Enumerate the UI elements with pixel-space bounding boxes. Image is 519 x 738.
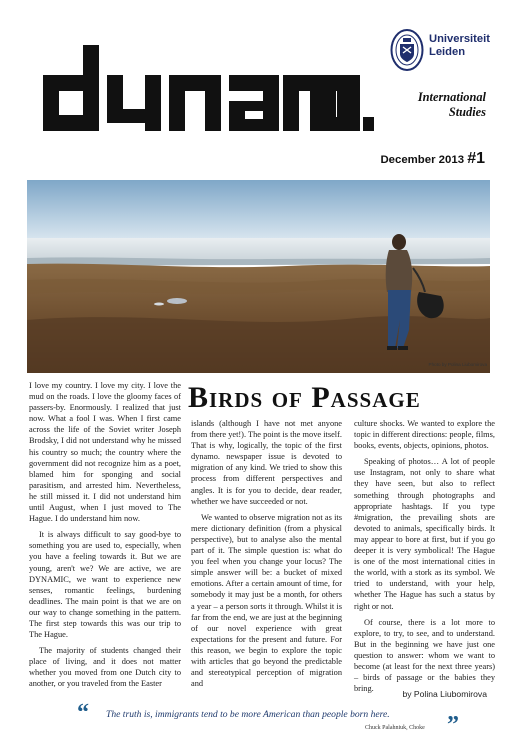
article-byline: by Polina Liubomirova — [402, 689, 487, 699]
paragraph: The majority of students changed their place of living, and it does not matter whether you moved from one Dutch city to another, or you traveled from the Easter — [29, 646, 181, 689]
paragraph: islands (although I have not met anyone from there yet!). The point is the move itself. That is why, logically, the topic of the first dynamo. newspaper issue is devoted to migration of any kind. We tried to show this process from different perspectives and angles. It is for you to decide, dear reader, whether we have succeeded or not. — [191, 419, 342, 506]
university-logo — [390, 28, 490, 80]
university-name — [429, 33, 490, 59]
close-quote-icon: ” — [447, 712, 459, 738]
issue-date: December 2013 — [380, 154, 465, 166]
university-name-line-2: Leiden — [429, 46, 466, 58]
paragraph: Of course, there is a lot more to explore, to try, to see, and to understand. But in the beginning we have just one question to answer: whom we want to become (at least for the next three years) – birds of passage or the babies they bring. — [354, 617, 495, 694]
photo-credit: Photo by Polina Liubomirova — [428, 362, 487, 367]
pull-quote: The truth is, immigrants tend to be more American than people born here. — [106, 709, 390, 720]
article-column-1 — [29, 380, 181, 690]
article-column-2 — [191, 418, 342, 690]
beach-photo-image — [27, 180, 490, 373]
subtitle-line-1: International — [417, 90, 486, 104]
paragraph: It is always difficult to say good-bye to something you are used to, especially, when you have a feeling towards it. But we are young, aren't we? We are active, we are DYNAMIC, we want to experience new senses, romantic feelings, burdening deadlines. The main point is that we are on our way to change something in the pattern. The first step towards this was our trip to The Hague. — [29, 530, 181, 640]
article-title: Birds of Passage — [188, 381, 421, 414]
issue-info — [380, 150, 485, 168]
university-seal-icon — [390, 28, 424, 72]
quote-author: Chuck Palahniuk, Choke — [365, 725, 425, 731]
issue-number: #1 — [467, 150, 485, 167]
university-name-line-1: Universiteit — [429, 33, 490, 45]
open-quote-icon: “ — [77, 700, 89, 726]
masthead-logo — [35, 45, 370, 131]
masthead-logo-graphic — [35, 45, 370, 131]
paragraph: Speaking of photos… A lot of people use Instagram, not only to share what they have seen, but also to reflect something through photographs and appropriate hashtags. If you type #migration, the prevailing shots are devoted to animals, specifically birds. It may appear to bore at first, but if you go deeper it is very symbolical! The Hague is one of the most international cities in the world, with a stork as its symbol. We tried to understand, with your help, whether The Hague has such a status by right or not. — [354, 457, 495, 611]
section-subtitle — [366, 90, 486, 120]
paragraph: culture shocks. We wanted to explore the topic in different directions: people, films, books, events, objects, opinions, photos. — [354, 419, 495, 451]
cover-photo — [27, 180, 490, 373]
subtitle-line-2: Studies — [448, 105, 486, 119]
paragraph: I love my country. I love my city. I love the mud on the roads. I love the gloomy faces of passers-by. Enormously. I realized that just now. What a fool I was. When I first came across the life of the Soviet writer Joseph Brodsky, I did not understand why he missed his country so much; the country where the government did not recognize him as a poet, blamed him for sponging and social parasitism, and arrested him. Nevertheless, he still missed it. I did not understand him until August, when I just moved to The Hague. I do understand him now. — [29, 381, 181, 524]
paragraph: We wanted to observe migration not as its mere dictionary definition (from a physical perspective), but to analyse also the mental part of it. The simple question is: what do you feel when you change your locus? The simple answer will be: a bucket of mixed emotions. After a certain amount of time, for somebody it may just be a month, for others a year – a person sorts it through. Whilst it is far from the end, we are just at the beginning of our novel experience with great expectations for the present and future. For this reason, we begin to explore the topic with articles that go beyond the predictable and stereotypical perception of migration and — [191, 512, 342, 689]
